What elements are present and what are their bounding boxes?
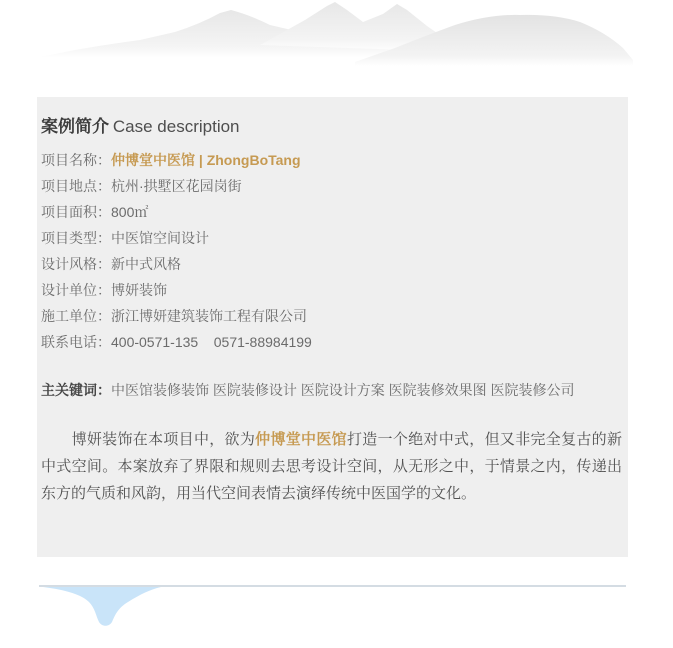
phone-number: 400-0571-135 0571-88984199 [111,334,312,350]
info-label: 施工单位： [41,308,111,324]
description-paragraph [41,426,622,507]
info-value: 800㎡ [111,204,149,220]
info-value-highlight: 仲博堂中医馆 | ZhongBoTang [111,152,301,168]
info-value: 杭州·拱墅区花园岗街 [111,178,242,194]
paragraph-text-before: 博妍装饰在本项目中，欲为 [41,431,256,448]
paragraph-highlight: 仲博堂中医馆 [255,431,347,448]
info-label: 联系电话： [41,334,111,350]
info-value: 博妍装饰 [111,282,167,298]
info-row-project-name [41,147,622,173]
info-value: 新中式风格 [111,256,181,272]
case-description-panel [37,97,628,557]
info-label: 项目地点： [41,178,111,194]
title-zh: 案例简介 [41,117,109,136]
mountain-decoration-icon [35,0,635,70]
info-row-type [41,225,622,251]
info-label: 项目类型： [41,230,111,246]
info-row-design-firm [41,277,622,303]
info-label: 项目名称： [41,152,111,168]
keywords-line [41,377,622,403]
info-label: 设计单位： [41,282,111,298]
info-row-area [41,199,622,225]
keywords-value: 中医馆装修装饰 医院装修设计 医院设计方案 医院装修效果图 医院装修公司 [111,382,575,398]
info-label: 项目面积： [41,204,111,220]
page-title [41,115,622,139]
info-value: 浙江博妍建筑装饰工程有限公司 [111,308,307,324]
info-value: 中医馆空间设计 [111,230,209,246]
info-label: 设计风格： [41,256,111,272]
info-row-location [41,173,622,199]
info-row-construction-firm [41,303,622,329]
info-row-style [41,251,622,277]
paragraph-text-after: 打造一个绝对中式，但又非完全复古的新中式空间。本案放弃了界限和规则去思考设计空间，从无形之中，于情景之内，传递出东方的气质和风韵，用当代空间表情去演绎传统中医国学的文化。 [41,431,622,502]
info-row-phone [41,329,622,355]
title-en: Case description [112,117,240,136]
keywords-label: 主关键词： [41,382,111,398]
divider-reflection-icon [37,580,628,635]
